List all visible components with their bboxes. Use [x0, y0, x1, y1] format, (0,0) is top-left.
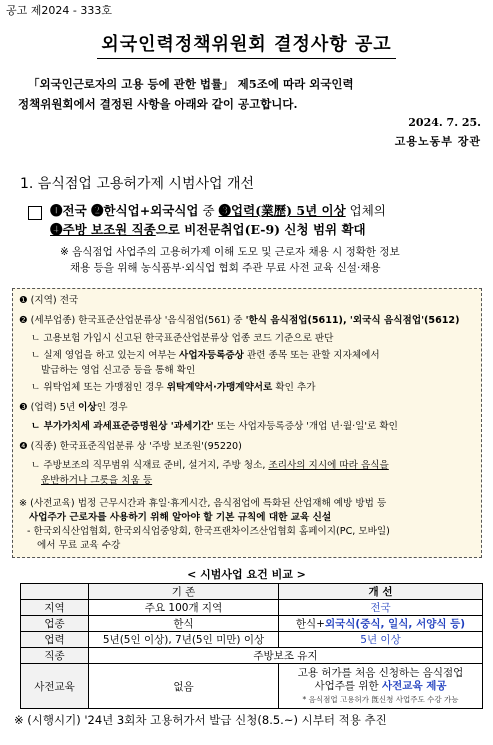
table-header-cell: 개 선: [279, 584, 483, 600]
new-value-line-2a: 사업주를 위한: [314, 679, 383, 692]
new-value: [279, 664, 483, 709]
detail-education-cont: 사업주가 근로자를 사용하기 위해 알아야 할 기본 규칙에 대한 교육 신설: [29, 512, 332, 523]
detail-industry-sub-2-cont: 발급하는 영업 신고증 등을 통해 확인: [41, 365, 196, 376]
comparison-table: [20, 583, 483, 709]
section-heading: 1. 음식점업 고용허가제 시범사업 개선: [20, 176, 255, 192]
old-value: 5년(5인 이상), 7년(5인 미만) 이상: [89, 632, 279, 648]
detail-industry-sub-1: ㄴ 고용보험 가입시 신고된 한국표준산업분류상 업종 코드 기준으로 판단: [31, 333, 334, 344]
details-box: [12, 288, 482, 558]
detail-occupation: ❹ (직종) 한국표준직업분류 상 '주방 보조원'(95220): [19, 441, 242, 452]
table-row: [21, 648, 483, 664]
comparison-title: < 시범사업 요건 비교 >: [187, 568, 306, 581]
intro-line-1: 「외국인근로자의 고용 등에 관한 법률」 제5조에 따라 외국인력: [28, 77, 354, 91]
bullet-occupation: ❹주방 보조원 직종: [50, 222, 156, 237]
new-value: 전국: [279, 600, 483, 616]
table-header-row: [21, 584, 483, 600]
new-value: [279, 616, 483, 632]
detail-hsub-b: '과세기간': [170, 421, 214, 432]
detail-occupation-sub-cont: 운반하거나 그릇을 치움 등: [41, 475, 153, 486]
row-label: 업력: [21, 632, 89, 648]
bullet-suffix: 업체의: [345, 203, 386, 218]
intro-paragraph: [18, 74, 480, 114]
detail-education-free: 에서 무료 교육 수강: [37, 540, 121, 551]
page-title: 외국인력정책위원회 결정사항 공고: [97, 30, 395, 59]
new-value-line-1: 고용 허가를 처음 신청하는 음식점업: [297, 666, 464, 679]
detail-sub3-a: ㄴ 위탁업체 또는 가맹점인 경우: [31, 382, 167, 393]
checkbox-square-icon: [28, 206, 42, 220]
detail-industry-sub-3: [31, 381, 316, 395]
intro-line-2: 정책위원회에서 결정된 사항을 아래와 같이 공고합니다.: [18, 97, 298, 111]
detail-education-providers: - 한국외식산업협회, 한국외식업중앙회, 한국프랜차이즈산업협회 홈페이지(PC, 모바일): [27, 526, 390, 537]
detail-history-c: 인 경우: [96, 402, 128, 413]
detail-sub2-a: ㄴ 실제 영업을 하고 있는지 여부는: [31, 350, 180, 361]
detail-sub3-c: 확인 추가: [272, 382, 316, 393]
row-label: 지역: [21, 600, 89, 616]
table-header-cell: [21, 584, 89, 600]
detail-sub3-b: 위탁계약서·가맹계약서로: [166, 382, 273, 393]
detail-history: [19, 401, 128, 415]
old-value: 없음: [89, 664, 279, 709]
detail-hsub-a: ㄴ 부가가치세 과세표준증명원상: [31, 421, 171, 432]
new-value-note: * 음식점업 고용허가 旣신청 사업주도 수강 가능: [302, 694, 459, 704]
bullet-scope: 으로 비전문취업(E-9) 신청 범위 확대: [155, 222, 366, 237]
detail-industry-b: '한식 음식점업(5611), '외국식 음식점업'(5612): [245, 315, 460, 326]
note-line-2: 채용 등을 위해 농식품부·외식업 협회 주관 무료 사전 교육 신설·채용: [70, 262, 381, 274]
new-value: 5년 이상: [279, 632, 483, 648]
ministry-name: 고용노동부 장관: [394, 135, 481, 148]
notice-date: 2024. 7. 25.: [408, 116, 481, 129]
footer-note: ※ (시행시기) '24년 3회차 고용허가서 발급 신청(8.5.~) 시부터 적용 추진: [14, 713, 387, 727]
new-value-a: 한식+: [295, 618, 325, 630]
bullet-line-2: [50, 220, 482, 239]
table-row: [21, 616, 483, 632]
note-line-1: ※ 음식점업 사업주의 고용허가제 이해 도모 및 근로자 채용 시 정확한 정보: [60, 246, 400, 258]
title-container: [0, 30, 493, 59]
bullet-connector: 중: [198, 203, 219, 218]
bullet-region-industry: ❶전국 ❷한식업+외국식업: [50, 203, 199, 218]
notice-number: 공고 제2024 - 333호: [6, 4, 112, 17]
merged-value: 주방보조 유지: [89, 648, 483, 664]
detail-sub2-b: 사업자등록증상: [179, 350, 244, 361]
new-value-b: 외국식(중식, 일식, 서양식 등): [324, 618, 466, 630]
section-note: [60, 244, 480, 276]
new-value-line-2: [281, 680, 480, 693]
table-header-cell: 기 존: [89, 584, 279, 600]
detail-industry: [19, 314, 460, 328]
detail-industry-a: ❷ (세부업종) 한국표준산업분류상 '음식점업(561) 중: [19, 315, 246, 326]
detail-osub-b: 조리사의 지시에 따라 음식을: [268, 460, 389, 471]
detail-history-a: ❸ (업력) 5년: [19, 402, 79, 413]
old-value: 한식: [89, 616, 279, 632]
row-label: 사전교육: [21, 664, 89, 709]
detail-hsub-c: 또는 사업자등록증상 '개업 년·월·일'로 확인: [213, 421, 398, 432]
detail-region: ❶ (지역) 전국: [19, 295, 79, 306]
row-label: 업종: [21, 616, 89, 632]
bullet-line-1: [50, 201, 482, 220]
detail-education: ※ (사전교육) 법정 근무시간과 휴일·휴게시간, 음식점업에 특화된 산업재해 예방 방법 등: [19, 498, 387, 509]
table-row: [21, 664, 483, 709]
new-value-line-2b: 사전교육 제공: [382, 679, 447, 692]
detail-occupation-sub: [31, 459, 389, 473]
detail-history-b: 이상: [78, 402, 97, 413]
section-bullet: [50, 201, 482, 239]
table-row: [21, 632, 483, 648]
detail-sub2-c: 관련 종목 또는 관할 지자체에서: [243, 350, 380, 361]
table-row: [21, 600, 483, 616]
old-value: 주요 100개 지역: [89, 600, 279, 616]
detail-osub-a: ㄴ 주방보조의 직무범위 식재료 준비, 설거지, 주방 청소,: [31, 460, 269, 471]
detail-history-sub: [31, 420, 398, 434]
detail-industry-sub-2: [31, 349, 380, 363]
row-label: 직종: [21, 648, 89, 664]
bullet-history: ❸업력(業歷) 5년 이상: [218, 203, 346, 218]
